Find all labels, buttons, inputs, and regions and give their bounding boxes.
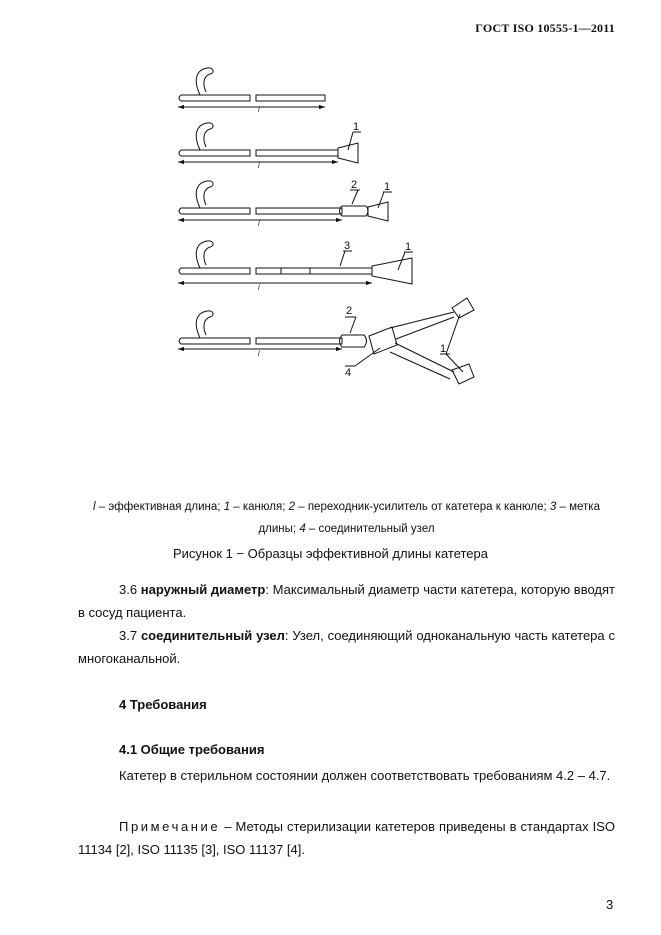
cannula-upper <box>452 298 474 318</box>
section-heading-4: 4 Требования <box>119 697 207 712</box>
catheter-variant-4 <box>178 240 413 292</box>
page-number: 3 <box>606 897 614 912</box>
length-label: l <box>258 285 260 292</box>
figure-legend: l – эффективная длина; 1 – канюля; 2 – переходник-усилитель от катетера к канюле; 3 – метка длины; 4 – соединительный узел <box>93 501 600 535</box>
junction <box>369 327 397 354</box>
adapter <box>340 335 367 347</box>
length-label: l <box>258 221 260 228</box>
catheter-variant-5 <box>178 298 474 384</box>
length-label: l <box>258 107 260 114</box>
requirements-paragraph: Катетер в стерильном состоянии должен соответствовать требованиям 4.2 – 4.7. <box>119 768 611 783</box>
callout-3: 3 <box>344 240 351 252</box>
figure-title: Рисунок 1 − Образцы эффективной длины катетера <box>172 546 488 561</box>
adapter <box>340 206 369 216</box>
cannula <box>368 202 388 221</box>
length-label: l <box>258 351 260 358</box>
catheter-variant-2 <box>178 121 361 170</box>
callout-2: 2 <box>351 179 358 191</box>
callout-1: 1 <box>440 343 447 355</box>
callout-1: 1 <box>353 121 360 133</box>
definition-3-6: 3.6 наружный диаметр: Максимальный диаметр части катетера, которую вводят в сосуд пациента. <box>78 582 615 620</box>
section-heading-4-1: 4.1 Общие требования <box>119 742 265 757</box>
document-header: ГОСТ ISO 10555-1—2011 <box>475 21 615 35</box>
catheter-variant-1 <box>178 68 325 114</box>
cannula-lower <box>452 364 474 384</box>
callout-4: 4 <box>345 367 352 379</box>
cannula <box>338 143 358 163</box>
length-label: l <box>258 163 260 170</box>
definition-3-7: 3.7 соединительный узел: Узел, соединяющий одноканальную часть катетера с многоканальной. <box>78 628 615 666</box>
callout-1: 1 <box>405 241 412 253</box>
cannula <box>372 258 412 284</box>
catheter-variant-3 <box>178 179 392 228</box>
note-paragraph: Примечание – Методы стерилизации катетеров приведены в стандартах ISO 11134 [2], ISO 11135 [3], ISO 11137 [4]. <box>78 819 615 857</box>
callout-2: 2 <box>346 305 353 317</box>
callout-1: 1 <box>384 181 391 193</box>
